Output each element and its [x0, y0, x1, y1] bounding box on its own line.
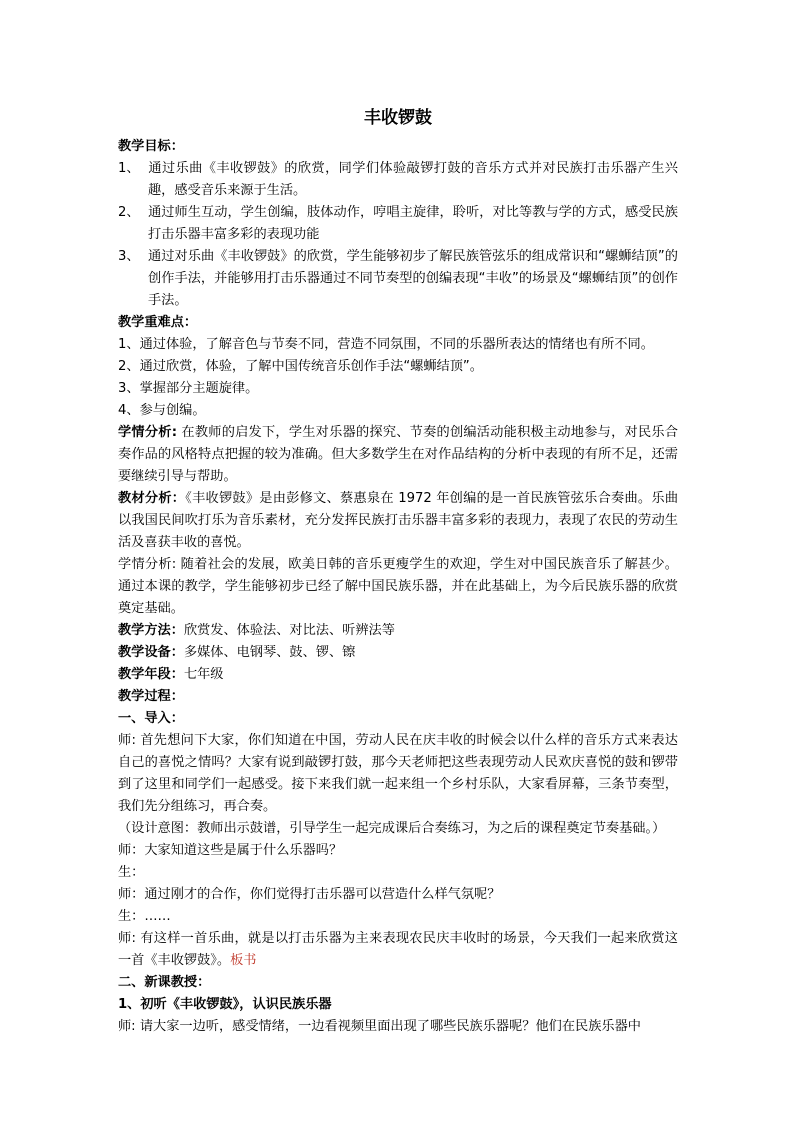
design-note: （设计意图：教师出示鼓谱，引导学生一起完成课后合奏练习，为之后的课程奠定节奏基础。）: [118, 821, 666, 836]
key-points-heading: 教学重难点：: [118, 315, 198, 330]
document-title: 丰收锣鼓: [364, 108, 432, 128]
objective-item: 1、 通过乐曲《丰收锣鼓》的欣赏，同学们体验敲锣打鼓的音乐方式并对民族打击乐器产生兴趣，感受音乐来源于生活。: [118, 161, 678, 198]
teacher-question: 师：通过刚才的合作，你们觉得打击乐器可以营造什么样气氛呢？: [118, 887, 501, 902]
key-point-item: 2、通过欣赏，体验，了解中国传统音乐创作手法“螺蛳结顶”。: [118, 359, 483, 374]
material-analysis-label: 教材分析：: [118, 491, 186, 506]
board-note: 板书: [230, 953, 257, 968]
section-new-lesson-heading: 二、新课教授：: [118, 975, 211, 990]
teaching-methods: 教学方法：欣赏发、体验法、对比法、听辨法等: [118, 623, 395, 638]
teaching-equipment: 教学设备：多媒体、电钢琴、鼓、锣、镲: [118, 645, 356, 660]
objective-item: 2、 通过师生互动，学生创编，肢体动作，哼唱主旋律，聆听，对比等教与学的方式，感受民族打击乐器丰富多彩的表现功能: [118, 205, 678, 242]
learning-analysis-2: 学情分析: 随着社会的发展，欧美日韩的音乐更瘦学生的欢迎，学生对中国民族音乐了解甚少。通过本课的教学，学生能够初步已经了解中国民族乐器，并在此基础上，为今后民族乐器的欣赏奠定基础。: [118, 557, 678, 616]
material-analysis: 教材分析：《丰收锣鼓》是由彭修文、蔡惠泉在 1972 年创编的是一首民族管弦乐合奏曲。乐曲以我国民间吹打乐为音乐素材，充分发挥民族打击乐器丰富多彩的表现力，表现了农民的劳动生活及喜获丰收的喜悦。: [118, 491, 679, 550]
key-point-item: 3、掌握部分主题旋律。: [118, 381, 259, 396]
subsection-heading: 1、初听《丰收锣鼓》，认识民族乐器: [118, 997, 332, 1012]
section-intro-heading: 一、导入：: [118, 711, 184, 726]
key-point-item: 4、参与创编。: [118, 403, 206, 418]
learning-analysis: 学情分析: 在教师的启发下，学生对乐器的探究、节奏的创编活动能积极主动地参与，对民乐合奏作品的风格特点把握的较为准确。但大多数学生在对作品结构的分析中表现的有所不足，还需要继续引导与帮助。: [118, 425, 678, 484]
paragraph: 师: 请大家一边听，感受情绪，一边看视频里面出现了哪些民族乐器呢？他们在民族乐器中: [118, 1019, 641, 1034]
paragraph: 师: 有这样一首乐曲，就是以打击乐器为主来表现农民庆丰收时的场景，今天我们一起来欣赏这一首《丰收锣鼓》。板书: [118, 931, 678, 968]
learning-analysis-label: 学情分析:: [118, 425, 177, 440]
paragraph: 师: 首先想问下大家，你们知道在中国，劳动人民在庆丰收的时候会以什么样的音乐方式来表达自己的喜悦之情吗？大家有说到敲锣打鼓，那今天老师把这些表现劳动人民欢庆喜悦的鼓和锣带到了这里和同学们一起感受。接下来我们就一起来组一个乡村乐队，大家看屏幕，三条节奏型，我们先分组练习，再合奏。: [118, 733, 678, 814]
key-point-item: 1、通过体验，了解音色与节奏不同，营造不同氛围，不同的乐器所表达的情绪也有所不同。: [118, 337, 654, 352]
process-heading: 教学过程：: [118, 689, 184, 704]
teacher-question: 师：大家知道这些是属于什么乐器吗？: [118, 843, 343, 858]
objective-item: 3、 通过对乐曲《丰收锣鼓》的欣赏，学生能够初步了解民族管弦乐的组成常识和“螺蛳结顶”的创作手法，并能够用打击乐器通过不同节奏型的创编表现“丰收”的场景及“螺蛳结顶”的创作手法。: [118, 249, 678, 308]
teaching-grade: 教学年段：七年级: [118, 667, 224, 682]
objectives-heading: 教学目标：: [118, 139, 184, 154]
document-page: [118, 104, 678, 1038]
student-answer: 生：: [118, 865, 145, 880]
student-answer: 生：……: [118, 909, 171, 924]
